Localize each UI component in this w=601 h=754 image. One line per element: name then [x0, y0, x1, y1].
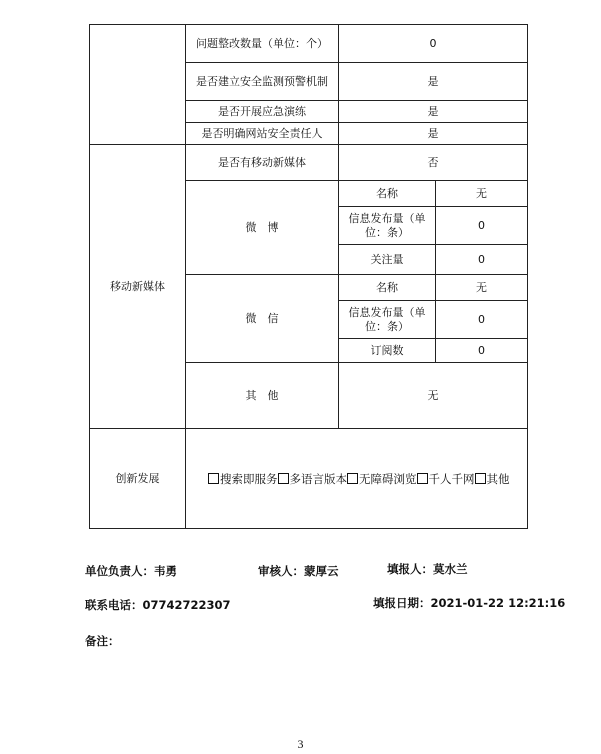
- phone-value: 07742722307: [142, 598, 231, 612]
- row-responsible-label: 是否明确网站安全责任人: [186, 123, 339, 145]
- reviewer-value: 蒙厚云: [304, 564, 339, 578]
- option-multilingual: 多语言版本: [289, 471, 347, 486]
- row-drill-value: 是: [339, 101, 528, 123]
- row-monitoring-value: 是: [339, 63, 528, 101]
- innovation-label: 创新发展: [90, 429, 186, 529]
- checkbox-other[interactable]: [475, 473, 486, 484]
- row-issue-count-label: 问题整改数量（单位：个）: [186, 25, 339, 63]
- filler: [387, 561, 468, 577]
- filler-value: 莫水兰: [433, 562, 468, 576]
- weibo-followers-value: 0: [436, 245, 528, 275]
- remarks-label: 备注：: [85, 634, 120, 648]
- weibo-name-label: 名称: [339, 181, 436, 207]
- phone-label: 联系电话：: [85, 598, 143, 612]
- option-search-service: 搜索即服务: [220, 471, 278, 486]
- weibo-label: 微 博: [186, 181, 339, 275]
- date-label: 填报日期：: [373, 596, 431, 610]
- row-has-media-value: 否: [339, 145, 528, 181]
- option-accessibility: 无障碍浏览: [359, 471, 417, 486]
- wechat-subs-value: 0: [436, 339, 528, 363]
- option-other: 其他: [486, 471, 510, 486]
- wechat-subs-label: 订阅数: [339, 339, 436, 363]
- wechat-name-value: 无: [436, 275, 528, 301]
- wechat-name-label: 名称: [339, 275, 436, 301]
- wechat-label: 微 信: [186, 275, 339, 363]
- row-has-media-label: 是否有移动新媒体: [186, 145, 339, 181]
- checkbox-personalized[interactable]: [417, 473, 428, 484]
- phone: [85, 597, 231, 613]
- row-issue-count-value: 0: [339, 25, 528, 63]
- weibo-name-value: 无: [436, 181, 528, 207]
- section-cell-security: [90, 25, 186, 145]
- other-label: 其 他: [186, 363, 339, 429]
- row-monitoring-label: 是否建立安全监测预警机制: [186, 63, 339, 101]
- row-responsible-value: 是: [339, 123, 528, 145]
- checkbox-accessibility[interactable]: [347, 473, 358, 484]
- weibo-posts-value: 0: [436, 207, 528, 245]
- section-mobile-media: 移动新媒体: [90, 145, 186, 429]
- page-number: 3: [297, 737, 304, 751]
- wechat-posts-value: 0: [436, 301, 528, 339]
- unit-head: [85, 563, 177, 579]
- unit-head-label: 单位负责人：: [85, 564, 154, 578]
- unit-head-value: 韦勇: [154, 564, 177, 578]
- checkbox-search-service[interactable]: [208, 473, 219, 484]
- date-value: 2021-01-22 12:21:16: [430, 596, 566, 610]
- fill-date: [373, 595, 565, 611]
- reviewer: [258, 563, 339, 579]
- filler-label: 填报人：: [387, 562, 433, 576]
- other-value: 无: [339, 363, 528, 429]
- row-drill-label: 是否开展应急演练: [186, 101, 339, 123]
- innovation-options: [186, 429, 528, 529]
- wechat-posts-label: 信息发布量（单位：条）: [339, 301, 436, 339]
- remarks: [85, 633, 120, 649]
- option-personalized: 千人千网: [428, 471, 475, 486]
- weibo-followers-label: 关注量: [339, 245, 436, 275]
- checkbox-multilingual[interactable]: [278, 473, 289, 484]
- report-table: [89, 24, 528, 529]
- reviewer-label: 审核人：: [258, 564, 304, 578]
- weibo-posts-label: 信息发布量（单位：条）: [339, 207, 436, 245]
